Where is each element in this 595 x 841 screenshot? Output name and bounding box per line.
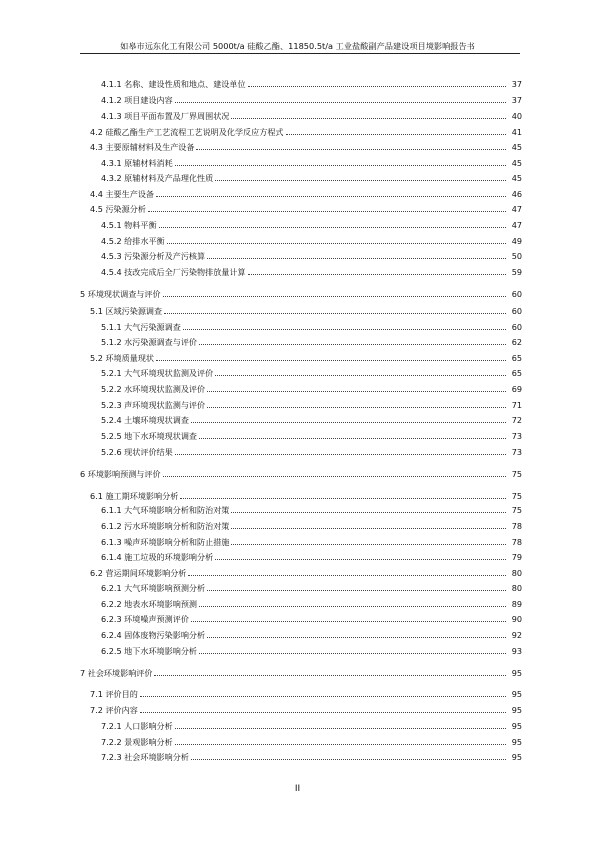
toc-entry-page: 37 xyxy=(511,95,522,105)
toc-entry-page: 75 xyxy=(511,505,522,515)
toc-entry-title: 4.4 主要生产设备 xyxy=(90,189,155,199)
toc-entry[interactable] xyxy=(101,321,522,333)
toc-entry-page: 90 xyxy=(511,614,522,624)
toc-entry-title: 4.1.3 项目平面布置及厂界周围状况 xyxy=(101,111,230,121)
toc-entry-page: 59 xyxy=(511,267,522,277)
toc-entry-title: 6.2.2 地表水环境影响预测 xyxy=(101,599,198,609)
toc-dot-leader xyxy=(231,528,506,529)
toc-entry[interactable] xyxy=(101,219,522,231)
toc-entry-title: 5.1.2 水污染源调查与评价 xyxy=(101,337,198,347)
toc-entry-title: 7.2.3 社会环境影响分析 xyxy=(101,752,189,762)
toc-entry-title: 6.1.1 大气环境影响分析和防治对策 xyxy=(101,505,230,515)
toc-entry-title: 4.3.2 原辅材料及产品理化性质 xyxy=(101,173,214,183)
toc-dot-leader xyxy=(140,696,506,697)
toc-entry-title: 7.1 评价目的 xyxy=(90,689,138,699)
toc-dot-leader xyxy=(175,728,506,729)
toc-dot-leader xyxy=(207,407,506,408)
toc-entry[interactable] xyxy=(80,667,522,679)
toc-entry-page: 62 xyxy=(511,337,522,347)
toc-dot-leader xyxy=(188,575,506,576)
toc-entry-page: 49 xyxy=(511,236,522,246)
toc-entry-title: 6.1.3 噪声环境影响分析和防止措施 xyxy=(101,537,230,547)
toc-dot-leader xyxy=(164,313,506,314)
toc-entry-title: 7 社会环境影响评价 xyxy=(80,668,153,678)
toc-dot-leader xyxy=(191,422,506,423)
toc-entry-page: 47 xyxy=(511,220,522,230)
toc-dot-leader xyxy=(248,274,506,275)
toc-dot-leader xyxy=(175,165,506,166)
toc-dot-leader xyxy=(183,329,506,330)
toc-entry-title: 5.2.5 地下水环境现状调查 xyxy=(101,431,198,441)
toc-entry-page: 40 xyxy=(511,111,522,121)
toc-entry[interactable] xyxy=(90,352,522,364)
toc-entry[interactable] xyxy=(101,582,522,594)
toc-entry[interactable] xyxy=(101,430,522,442)
toc-entry-title: 5.1.1 大气污染源调查 xyxy=(101,322,181,332)
toc-entry[interactable] xyxy=(101,367,522,379)
toc-entry[interactable] xyxy=(90,490,522,502)
toc-entry[interactable] xyxy=(101,414,522,426)
toc-entry-page: 69 xyxy=(511,384,522,394)
toc-entry[interactable] xyxy=(101,645,522,657)
toc-entry-page: 80 xyxy=(511,568,522,578)
toc-entry-title: 6.2.1 大气环境影响预测分析 xyxy=(101,583,206,593)
toc-dot-leader xyxy=(191,621,506,622)
toc-entry-title: 6.1.2 污水环境影响分析和防治对策 xyxy=(101,521,230,531)
toc-dot-leader xyxy=(199,606,506,607)
toc-entry-title: 6.2.5 地下水环境影响分析 xyxy=(101,646,198,656)
toc-entry[interactable] xyxy=(90,141,522,153)
toc-entry-title: 4.3.1 原辅材料消耗 xyxy=(101,158,173,168)
toc-entry-title: 7.2.2 景观影响分析 xyxy=(101,737,173,747)
toc-dot-leader xyxy=(148,211,506,212)
toc-entry[interactable] xyxy=(101,446,522,458)
toc-entry[interactable] xyxy=(101,399,522,411)
toc-entry-page: 47 xyxy=(511,204,522,214)
toc-entry-title: 5.2.3 声环境现状监测与评价 xyxy=(101,400,206,410)
toc-entry-title: 6.1 施工期环境影响分析 xyxy=(90,491,179,501)
toc-entry-title: 4.1.2 项目建设内容 xyxy=(101,95,173,105)
toc-dot-leader xyxy=(199,438,506,439)
toc-entry[interactable] xyxy=(101,536,522,548)
toc-dot-leader xyxy=(154,675,506,676)
toc-entry[interactable] xyxy=(101,266,522,278)
toc-entry[interactable] xyxy=(101,598,522,610)
toc-dot-leader xyxy=(191,759,506,760)
toc-dot-leader xyxy=(231,544,506,545)
toc-entry[interactable] xyxy=(101,551,522,563)
toc-dot-leader xyxy=(207,391,506,392)
toc-entry-page: 45 xyxy=(511,158,522,168)
toc-entry-page: 92 xyxy=(511,630,522,640)
toc-entry-title: 4.5.1 物料平衡 xyxy=(101,220,157,230)
toc-entry-page: 46 xyxy=(511,189,522,199)
toc-entry[interactable] xyxy=(101,250,522,262)
toc-entry-page: 95 xyxy=(511,689,522,699)
toc-dot-leader xyxy=(215,559,506,560)
toc-entry-title: 4.5.3 污染源分析及产污核算 xyxy=(101,251,206,261)
toc-entry[interactable] xyxy=(90,704,522,716)
toc-dot-leader xyxy=(163,296,506,297)
toc-entry-page: 93 xyxy=(511,646,522,656)
toc-entry-title: 6.2 营运期间环境影响分析 xyxy=(90,568,187,578)
page-header: 如皋市远东化工有限公司 5000t/a 硅酸乙酯、11850.5t/a 工业盐酸副产品建设项目境影响报告书 xyxy=(120,41,475,51)
toc-entry[interactable] xyxy=(90,188,522,200)
toc-dot-leader xyxy=(175,454,506,455)
header-divider xyxy=(80,53,520,54)
toc-dot-leader xyxy=(286,134,506,135)
toc-entry[interactable] xyxy=(90,126,522,138)
toc-entry[interactable] xyxy=(101,336,522,348)
toc-entry[interactable] xyxy=(101,94,522,106)
toc-entry[interactable] xyxy=(90,688,522,700)
toc-entry[interactable] xyxy=(101,235,522,247)
toc-entry-title: 6.2.3 环境噪声预测评价 xyxy=(101,614,189,624)
toc-entry-page: 95 xyxy=(511,668,522,678)
toc-dot-leader xyxy=(207,637,506,638)
toc-entry-title: 6.2.4 固体废物污染影响分析 xyxy=(101,630,206,640)
toc-dot-leader xyxy=(156,360,506,361)
toc-entry-page: 37 xyxy=(511,79,522,89)
toc-dot-leader xyxy=(199,653,506,654)
toc-dot-leader xyxy=(231,512,506,513)
toc-entry-page: 73 xyxy=(511,447,522,457)
toc-entry-page: 75 xyxy=(511,469,522,479)
toc-entry[interactable] xyxy=(101,383,522,395)
toc-entry[interactable] xyxy=(101,504,522,516)
toc-entry-title: 5.1 区域污染源调查 xyxy=(90,306,163,316)
toc-entry-title: 4.2 硅酸乙酯生产工艺流程工艺说明及化学反应方程式 xyxy=(90,127,284,137)
page-number: II xyxy=(294,784,301,794)
toc-entry[interactable] xyxy=(101,172,522,184)
toc-dot-leader xyxy=(140,712,506,713)
toc-entry-title: 4.5.4 技改完成后全厂污染物排放量计算 xyxy=(101,267,246,277)
toc-entry-title: 5.2.1 大气环境现状监测及评价 xyxy=(101,368,214,378)
toc-entry-page: 71 xyxy=(511,400,522,410)
toc-entry-page: 78 xyxy=(511,537,522,547)
toc-dot-leader xyxy=(196,149,506,150)
toc-entry-page: 60 xyxy=(511,306,522,316)
toc-entry[interactable] xyxy=(101,736,522,748)
toc-entry-title: 4.3 主要原辅材料及生产设备 xyxy=(90,142,195,152)
toc-entry-page: 72 xyxy=(511,415,522,425)
toc-entry-page: 65 xyxy=(511,368,522,378)
toc-entry-page: 45 xyxy=(511,173,522,183)
toc-entry-title: 5.2.6 现状评价结果 xyxy=(101,447,173,457)
toc-entry-page: 60 xyxy=(511,289,522,299)
toc-entry-page: 50 xyxy=(511,251,522,261)
toc-entry-page: 80 xyxy=(511,583,522,593)
toc-entry-title: 6.1.4 施工垃圾的环境影响分析 xyxy=(101,552,214,562)
toc-entry[interactable] xyxy=(101,751,522,763)
toc-entry[interactable] xyxy=(101,78,522,90)
toc-entry[interactable] xyxy=(101,520,522,532)
toc-dot-leader xyxy=(207,590,506,591)
toc-dot-leader xyxy=(180,498,506,499)
toc-entry-page: 75 xyxy=(511,491,522,501)
toc-entry[interactable] xyxy=(101,157,522,169)
toc-entry-title: 4.1.1 名称、建设性质和地点、建设单位 xyxy=(101,79,246,89)
toc-entry[interactable] xyxy=(101,629,522,641)
toc-entry-page: 79 xyxy=(511,552,522,562)
toc-entry-title: 4.5.2 给排水平衡 xyxy=(101,236,165,246)
toc-dot-leader xyxy=(215,375,506,376)
toc-entry[interactable] xyxy=(90,203,522,215)
toc-dot-leader xyxy=(199,344,506,345)
toc-entry-page: 95 xyxy=(511,705,522,715)
toc-entry-title: 7.2 评价内容 xyxy=(90,705,138,715)
toc-entry-page: 65 xyxy=(511,353,522,363)
toc-entry-title: 5 环境现状调查与评价 xyxy=(80,289,161,299)
toc-entry-title: 4.5 污染源分析 xyxy=(90,204,146,214)
toc-entry[interactable] xyxy=(90,305,522,317)
toc-entry-page: 60 xyxy=(511,322,522,332)
toc-entry[interactable] xyxy=(80,288,522,300)
toc-entry-page: 73 xyxy=(511,431,522,441)
toc-entry-title: 5.2 环境质量现状 xyxy=(90,353,155,363)
toc-dot-leader xyxy=(207,258,506,259)
toc-dot-leader xyxy=(167,243,506,244)
toc-entry-title: 7.2.1 人口影响分析 xyxy=(101,721,173,731)
toc-dot-leader xyxy=(215,180,506,181)
toc-entry-page: 78 xyxy=(511,521,522,531)
toc-entry[interactable] xyxy=(101,110,522,122)
toc-entry-page: 95 xyxy=(511,721,522,731)
toc-entry-title: 5.2.2 水环境现状监测及评价 xyxy=(101,384,206,394)
toc-entry-page: 45 xyxy=(511,142,522,152)
toc-dot-leader xyxy=(175,102,506,103)
toc-dot-leader xyxy=(175,744,506,745)
toc-entry-title: 5.2.4 土壤环境现状调查 xyxy=(101,415,189,425)
toc-dot-leader xyxy=(163,476,506,477)
toc-entry-page: 95 xyxy=(511,737,522,747)
toc-entry[interactable] xyxy=(101,720,522,732)
toc-entry-title: 6 环境影响预测与评价 xyxy=(80,469,161,479)
toc-dot-leader xyxy=(156,196,506,197)
toc-entry[interactable] xyxy=(90,567,522,579)
toc-dot-leader xyxy=(159,227,506,228)
toc-entry-page: 41 xyxy=(511,127,522,137)
toc-entry[interactable] xyxy=(101,613,522,625)
toc-dot-leader xyxy=(231,118,506,119)
toc-entry-page: 89 xyxy=(511,599,522,609)
toc-entry[interactable] xyxy=(80,468,522,480)
toc-dot-leader xyxy=(248,86,506,87)
toc-entry-page: 95 xyxy=(511,752,522,762)
